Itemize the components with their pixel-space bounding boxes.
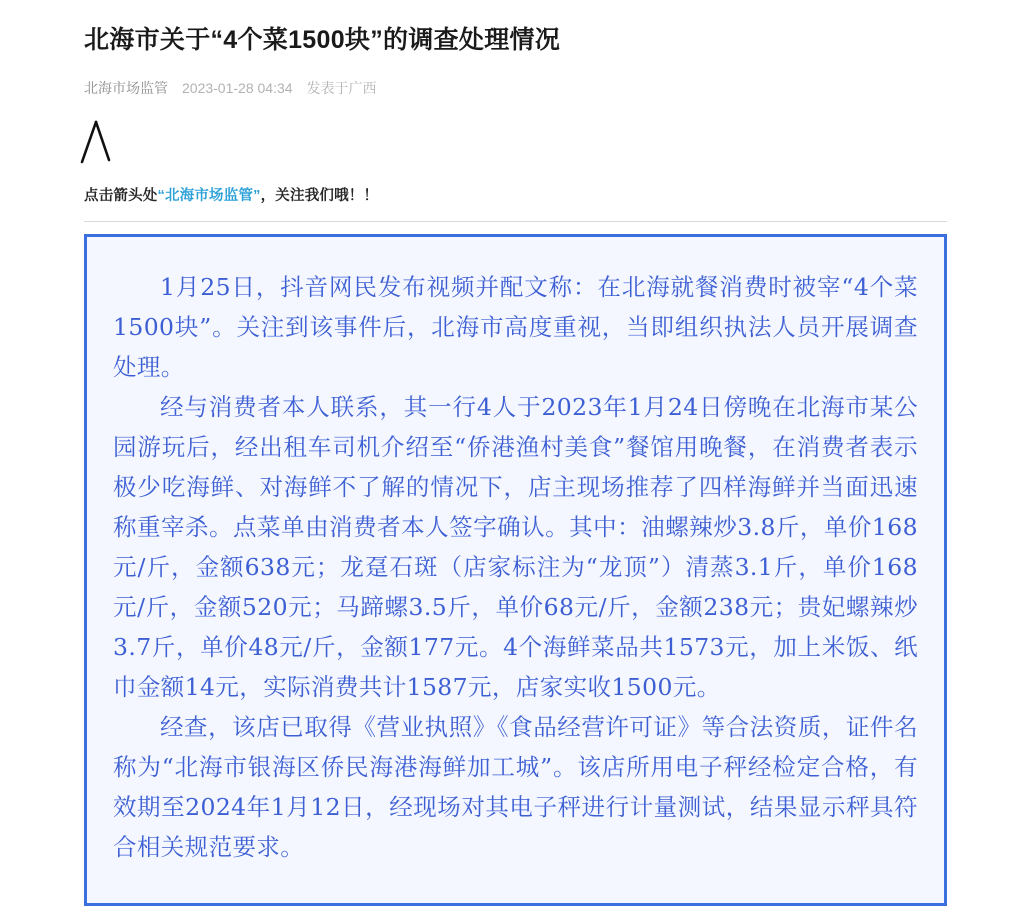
follow-prompt-account[interactable]: “北海市场监管” bbox=[157, 188, 261, 204]
body-paragraph: 经与消费者本人联系，其一行4人于2023年1月24日傍晚在北海市某公园游玩后，经出租车司机介绍至“侨港渔村美食”餐馆用晚餐，在消费者表示极少吃海鲜、对海鲜不了解的情况下，店主现场推荐了四样海鲜并当面迅速称重宰杀。点菜单由消费者本人签字确认。其中：油螺辣炒3.8斤，单价168元/斤，金额638元；龙趸石斑（店家标注为“龙顶”）清蒸3.1斤，单价168元/斤，金额520元；马蹄螺3.5斤，单价68元/斤，金额238元；贵妃螺辣炒3.7斤，单价48元/斤，金额177元。4个海鲜菜品共1573元，加上米饭、纸巾金额14元，实际消费共计1587元，店家实收1500元。 bbox=[113, 393, 918, 701]
article-body-box bbox=[84, 234, 947, 906]
page-title: 北海市关于“4个菜1500块”的调查处理情况 bbox=[84, 26, 561, 54]
header-divider bbox=[84, 221, 947, 222]
account-name[interactable]: 北海市场监管 bbox=[84, 80, 168, 96]
publish-timestamp: 2023-01-28 04:34 bbox=[182, 80, 293, 96]
article-header bbox=[0, 0, 1027, 98]
publish-location: 发表于广西 bbox=[306, 80, 377, 96]
follow-prompt-suffix: ，关注我们哦！！ bbox=[260, 188, 379, 204]
article-meta bbox=[84, 78, 947, 98]
follow-prompt-prefix: 点击箭头处 bbox=[84, 188, 158, 204]
follow-prompt bbox=[0, 184, 1027, 205]
arrow-zone bbox=[0, 120, 1027, 182]
up-arrow-icon bbox=[76, 120, 116, 166]
body-paragraph: 1月25日，抖音网民发布视频并配文称：在北海就餐消费时被宰“4个菜1500块”。关注到该事件后，北海市高度重视，当即组织执法人员开展调查处理。 bbox=[113, 273, 918, 381]
body-paragraph: 经查，该店已取得《营业执照》《食品经营许可证》等合法资质，证件名称为“北海市银海区侨民海港海鲜加工城”。该店所用电子秤经检定合格，有效期至2024年1月12日，经现场对其电子秤进行计量测试，结果显示秤具符合相关规范要求。 bbox=[113, 713, 918, 861]
